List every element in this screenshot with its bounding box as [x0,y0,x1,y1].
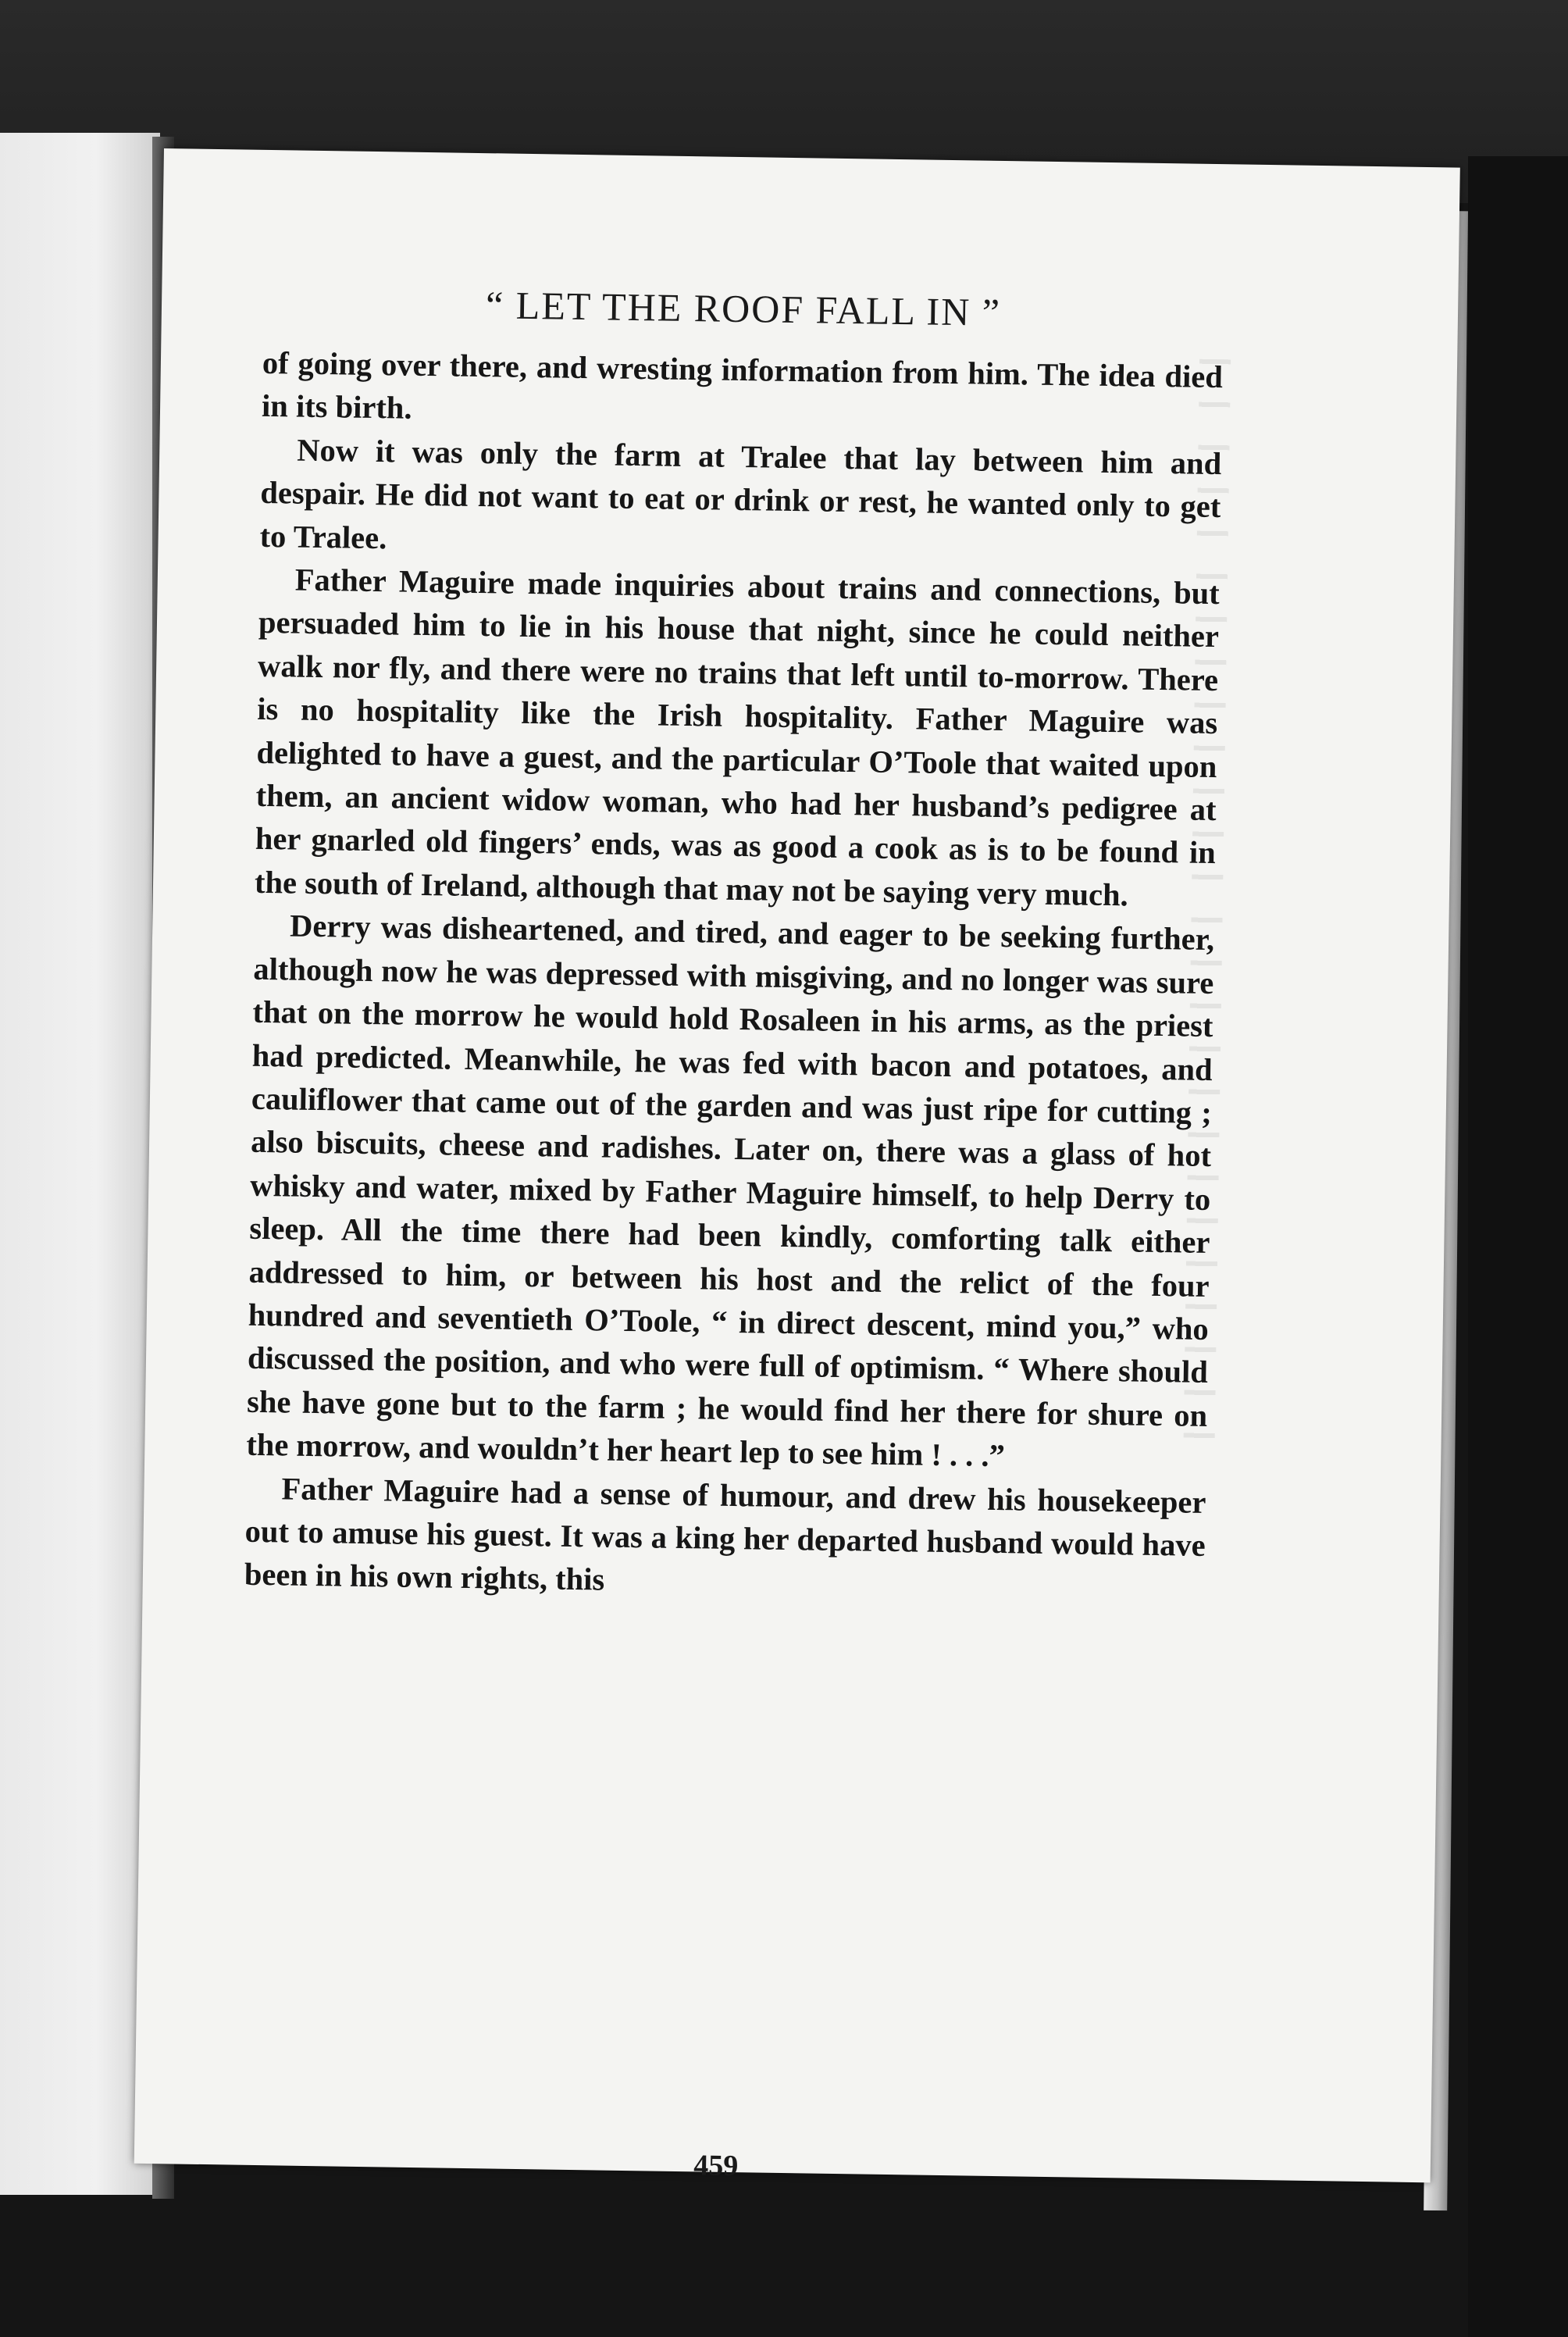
paragraph-1: of going over there, and wresting information from him. The idea died in its birth. [261,344,1224,426]
paragraph-2: Now it was only the farm at Tralee that lay between him and despair. He did not want to eat or drink or rest, he wanted only to get to Tralee. [259,432,1222,555]
backdrop-right [1468,156,1568,2337]
paragraph-3: Father Maguire made inquiries about trains and connections, but persuaded him to lie in his house that night, since he could neither walk nor fly, and there were no trains that left until to-morrow. There is no hospitality like the Irish hospitality. Father Maguire was delighted to have a guest, and the particular O’Toole that waited upon them, an ancient widow woman, who had her husband’s pedigree at her gnarled old fingers’ ends, was as good a cook as is to be found in the south of Ireland, although that may not be saying very much. [254,562,1221,913]
page-number: 459 [693,2149,739,2183]
running-head: “ LET THE ROOF FALL IN ” [485,283,1002,334]
paragraph-5: Father Maguire had a sense of humour, and drew his housekeeper out to amuse his guest. It was a king her departed husband would have been in his own rights, this [244,1470,1206,1597]
book-page [134,148,1460,2182]
body-text [244,341,1224,1611]
paragraph-4: Derry was disheartened, and tired, and eager to be seeking further, although now he was depressed with misgiving, and no longer was sure that on the morrow he would hold Rosaleen in his arms, as the priest had predicted. Meanwhile, he was fed with bacon and potatoes, and cauliflower that came out of the garden and was just ripe for cutting ; also biscuits, cheese and radishes. Later on, there was a glass of hot whisky and water, mixed by Father Maguire himself, to help Derry to sleep. All the time there had been kindly, comforting talk either addressed to him, or between his host and the relict of the four hundred and seventieth O’Toole, “ in direct descent, mind you,” who discussed the position, and who were full of optimism. “ Where should she have gone but to the farm ; he would find her there for shure on the morrow, and wouldn’t her heart lep to see him ! . . .” [246,908,1215,1474]
page-content [244,279,1224,2183]
facing-page [0,133,160,2195]
